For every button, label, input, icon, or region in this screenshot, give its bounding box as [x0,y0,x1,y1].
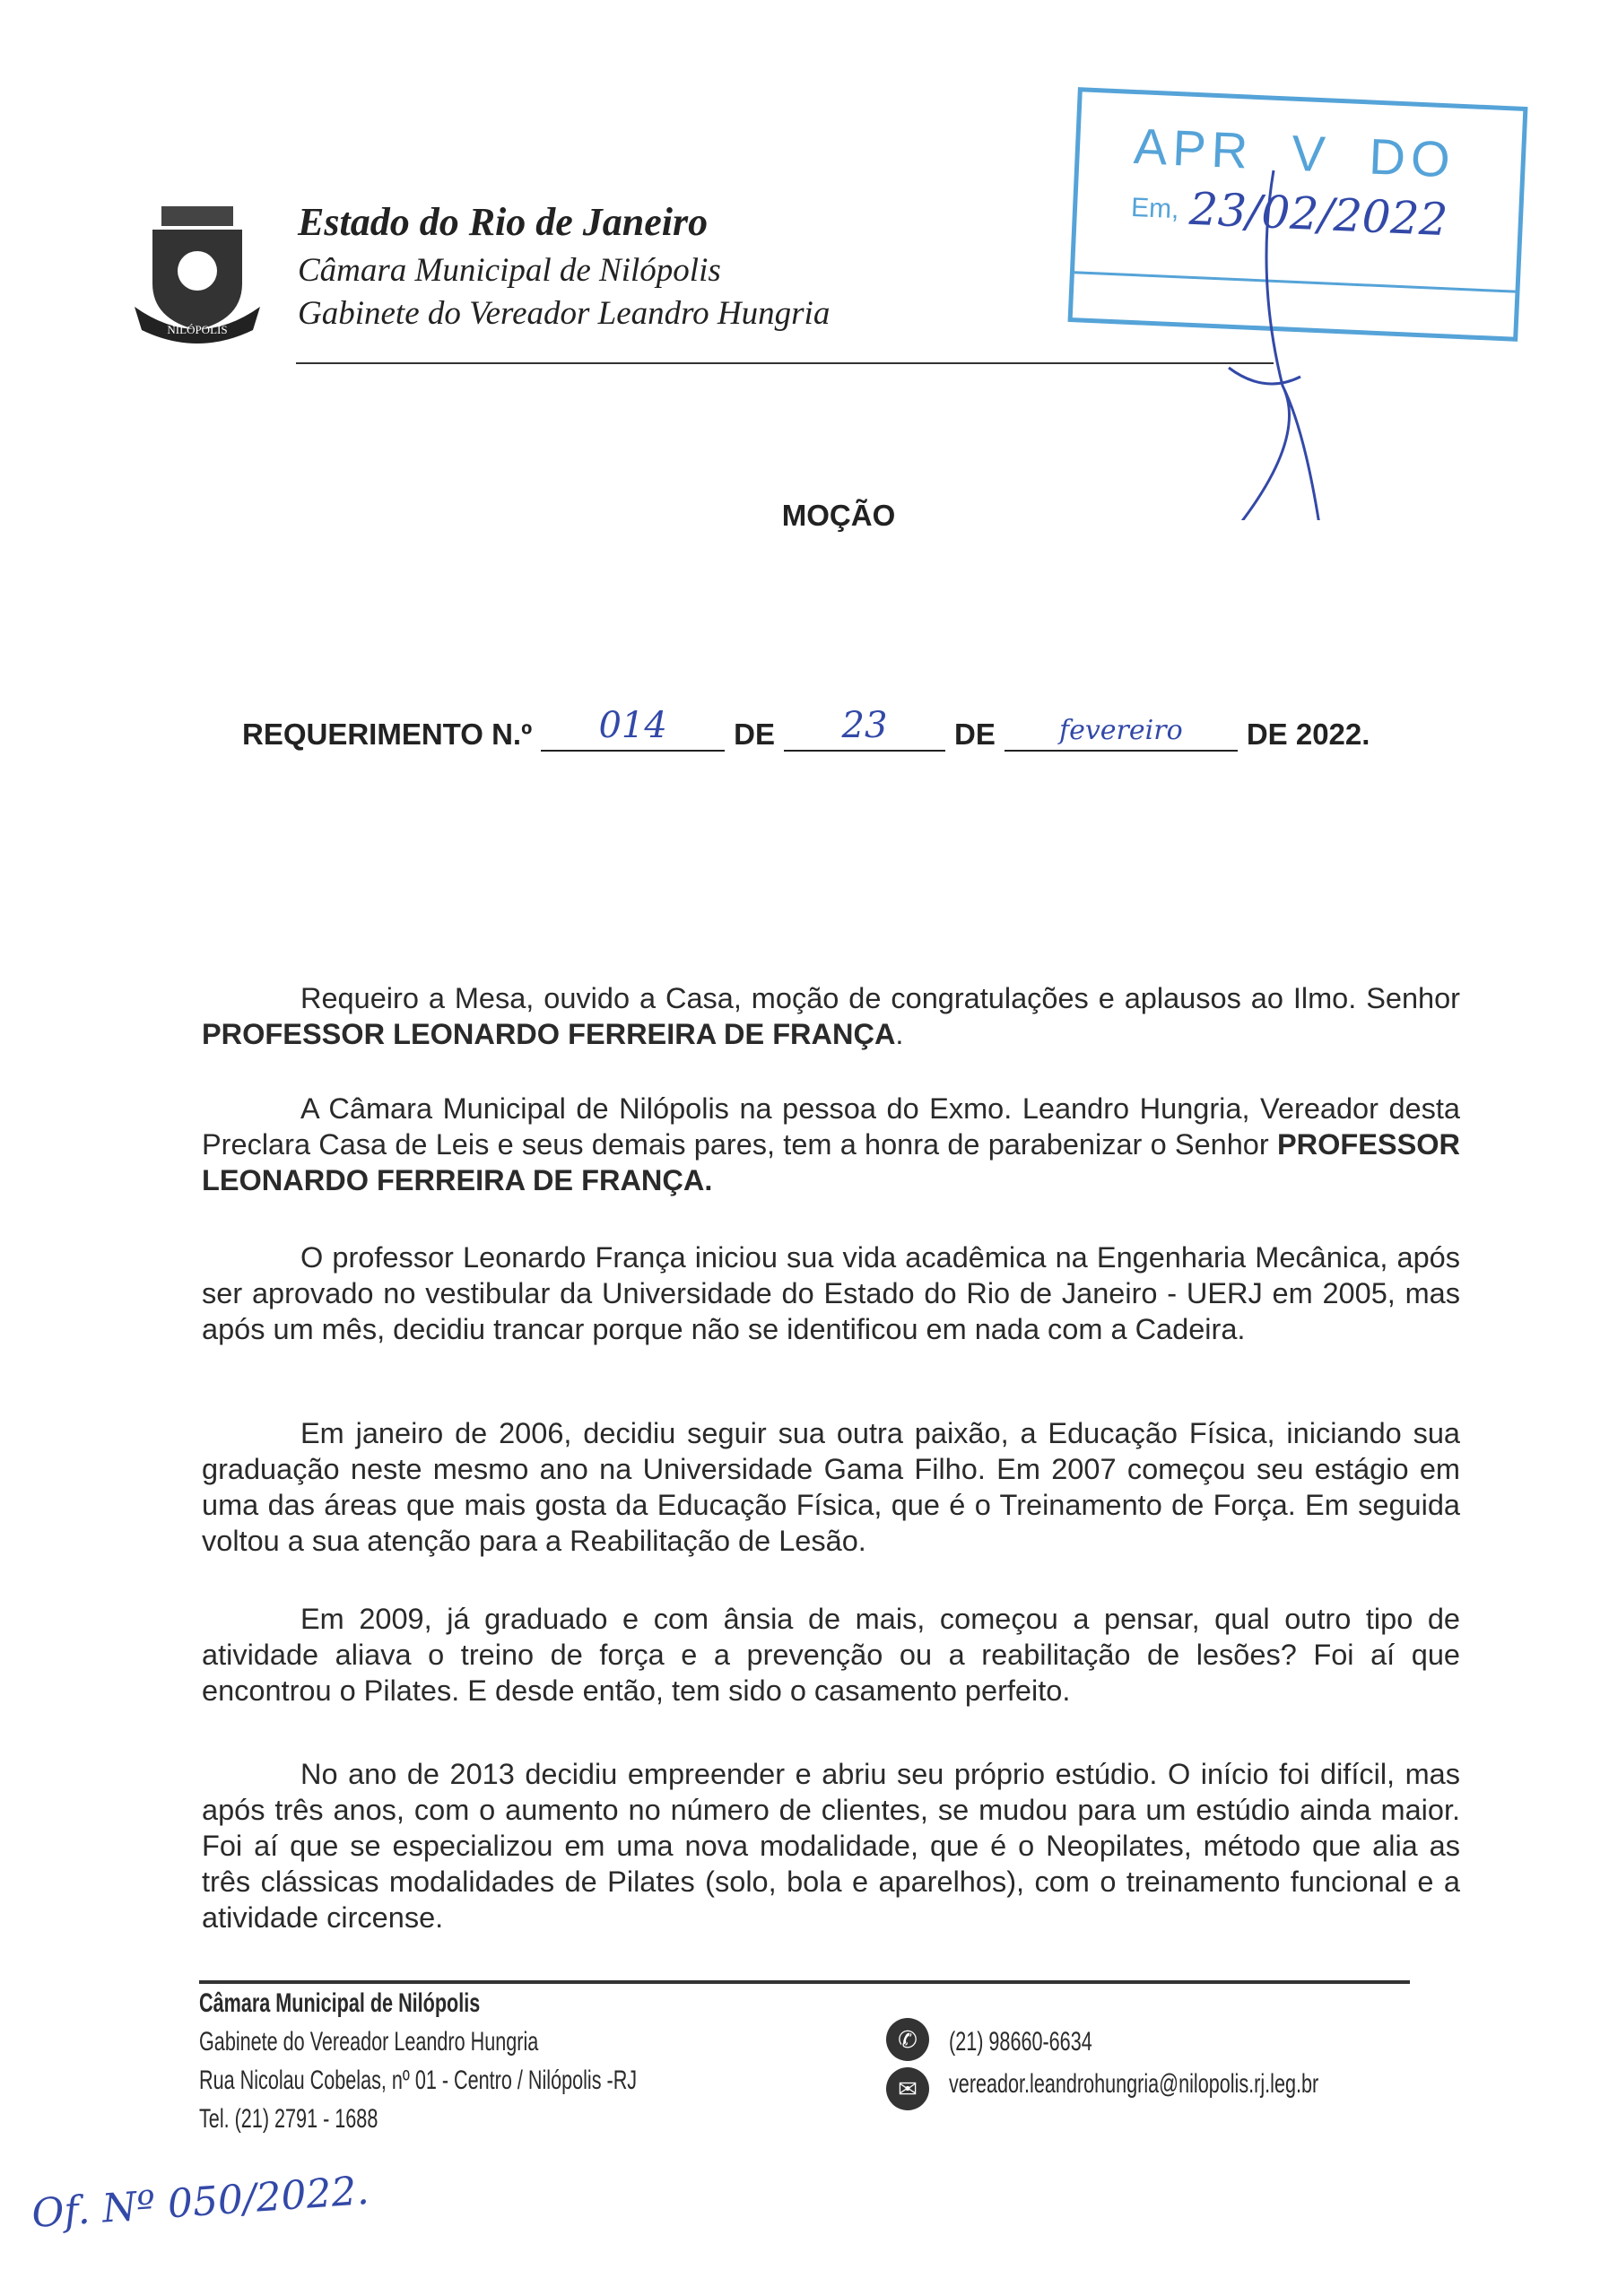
stamp-label: APR V DO [1132,117,1457,188]
paragraph-3 [202,1239,1460,1347]
footer-tel: Tel. (21) 2791 - 1688 [199,2104,378,2134]
req-de2: DE [953,718,996,751]
footer-address: Rua Nicolau Cobelas, nº 01 - Centro / Nilópolis -RJ [199,2066,638,2095]
header-divider [296,362,1274,364]
p6-text: No ano de 2013 decidiu empreender e abriu seu próprio estúdio. O início foi difícil, mas após três anos, com o aumento no número de clientes, se mudou para um estúdio ainda maior. Foi aí que se especializou em uma nova modalidade, que é o Neopilates, método que alia as três clássicas modalidades de Pilates (solo, bola e aparelhos), com o treinamento funcional e a atividade circense. [202,1758,1460,1934]
req-suffix: DE 2022. [1246,718,1370,751]
p1-text: Requeiro a Mesa, ouvido a Casa, moção de congratulações e aplausos ao Ilmo. Senhor [300,982,1460,1014]
footer-left [199,1984,637,2138]
svg-text:NILÓPOLIS: NILÓPOLIS [167,323,228,336]
footer-whatsapp: (21) 98660-6634 [949,2027,1092,2057]
p3-text: O professor Leonardo França iniciou sua vida acadêmica na Engenharia Mecânica, após ser aprovado no vestibular da Universidade do Estado do Rio de Janeiro - UERJ em 2005, mas após um mês, decidiu trancar porque não se identificou em nada com a Cadeira. [202,1241,1460,1345]
req-month-field [1005,715,1238,752]
stamp-date-prefix: Em, [1130,192,1180,225]
footer-email: vereador.leandrohungria@nilopolis.rj.leg.br [949,2069,1319,2099]
p5-text: Em 2009, já graduado e com ânsia de mais, começou a pensar, qual outro tipo de atividade aliava o treino de força e a prevenção ou a reabilitação de lesões? Foi aí que encontrou o Pilates. E desde então, tem sido o casamento perfeito. [202,1603,1460,1707]
header-state: Estado do Rio de Janeiro [298,200,709,244]
document-title: MOÇÃO [781,499,896,532]
paragraph-4 [202,1415,1460,1559]
requerimento-line [242,705,1370,752]
paragraph-5 [202,1601,1460,1709]
municipal-coat-of-arms-logo [126,199,269,350]
paragraph-6 [202,1756,1460,1935]
req-day-field [784,705,945,752]
signature-stroke [1220,161,1345,520]
p4-text: Em janeiro de 2006, decidiu seguir sua outra paixão, a Educação Física, iniciando sua graduação neste mesmo ano na Universidade Gama Filho. Em 2007 começou seu estágio em uma das áreas que mais gosta da Educação Física, que é o Treinamento de Força. Em seguida voltou a sua atenção para a Reabilitação de Lesão. [202,1417,1460,1557]
p1-end: . [895,1018,904,1050]
header-chamber: Câmara Municipal de Nilópolis [298,252,721,289]
whatsapp-icon: ✆ [886,2018,929,2061]
req-number: 014 [598,705,667,746]
footer-office: Gabinete do Vereador Leandro Hungria [199,2027,539,2057]
p2-honoree: PROFESSOR LEONARDO FERREIRA DE FRANÇA. [202,1128,1460,1196]
req-number-field [541,705,725,752]
req-de1: DE [734,718,775,751]
paragraph-1 [202,980,1460,1052]
paragraph-2 [202,1091,1460,1198]
req-month: fevereiro [1059,715,1183,746]
p2-text: A Câmara Municipal de Nilópolis na pessoa do Exmo. Leandro Hungria, Vereador desta Preclara Casa de Leis e seus demais pares, tem a honra de parabenizar o Senhor [202,1092,1460,1161]
handwritten-office-number: Of. Nº 050/2022. [30,2167,371,2238]
req-day: 23 [841,705,888,746]
stamp-date: 23/02/2022 [1187,182,1449,247]
header-office: Gabinete do Vereador Leandro Hungria [298,295,831,332]
email-icon: ✉ [886,2067,929,2110]
footer-chamber: Câmara Municipal de Nilópolis [199,1988,481,2018]
p1-honoree: PROFESSOR LEONARDO FERREIRA DE FRANÇA [202,1018,896,1050]
req-prefix: REQUERIMENTO N.º [242,718,533,751]
